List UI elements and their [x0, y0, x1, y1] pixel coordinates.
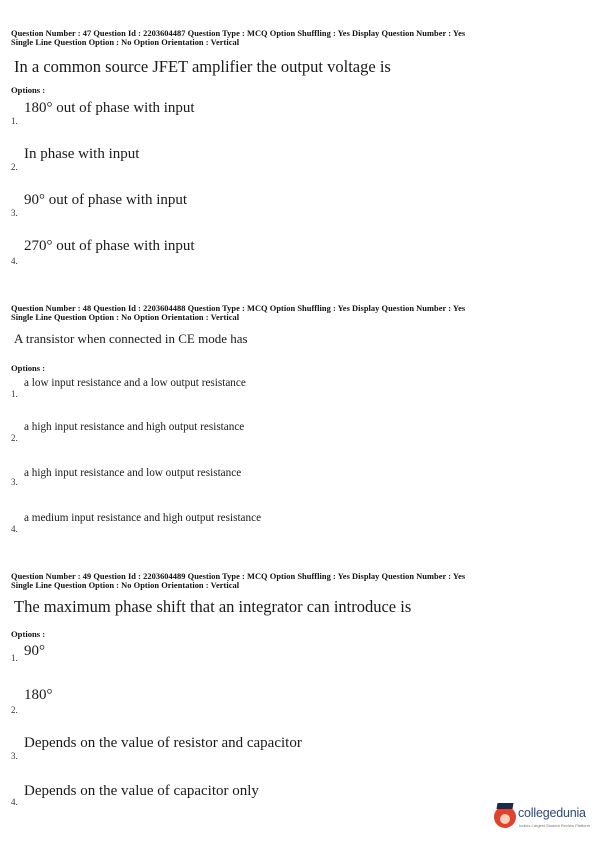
option-text: a high input resistance and low output resistance — [24, 467, 242, 479]
question-text: A transistor when connected in CE mode has — [14, 331, 248, 346]
option-item — [11, 467, 571, 491]
option-text: 90° — [24, 643, 45, 659]
options-label: Options : — [11, 85, 46, 95]
question-meta-line: Question Number : 49 Question Id : 2203604489 Question Type : MCQ Option Shuffling : Yes Display Question Number : Yes — [11, 572, 466, 581]
option-text: Depends on the value of capacitor only — [24, 783, 259, 799]
option-item — [11, 146, 571, 170]
option-item — [11, 643, 571, 667]
option-number: 2. — [11, 433, 18, 443]
option-text: a high input resistance and high output resistance — [24, 421, 245, 433]
option-number: 1. — [11, 116, 18, 126]
collegedunia-logo — [494, 802, 590, 836]
logo-name: collegedunia — [518, 806, 586, 820]
option-number: 3. — [11, 208, 18, 218]
logo-tagline: India's Largest Student Review Platform — [519, 823, 591, 828]
graduate-mascot-icon — [494, 806, 516, 828]
option-text: In phase with input — [24, 146, 140, 162]
option-number: 1. — [11, 653, 18, 663]
question-text: In a common source JFET amplifier the output voltage is — [14, 57, 391, 76]
option-text: a low input resistance and a low output resistance — [24, 377, 246, 389]
question-meta-line: Question Number : 47 Question Id : 2203604487 Question Type : MCQ Option Shuffling : Yes Display Question Number : Yes — [11, 29, 466, 38]
option-number: 2. — [11, 705, 18, 715]
option-number: 4. — [11, 797, 18, 807]
option-item — [11, 100, 571, 124]
option-text: a medium input resistance and high output resistance — [24, 512, 262, 524]
option-item — [11, 783, 571, 807]
option-item — [11, 735, 571, 759]
question-meta-line: Single Line Question Option : No Option Orientation : Vertical — [11, 37, 240, 47]
option-item — [11, 238, 571, 266]
option-number: 1. — [11, 389, 18, 399]
option-item — [11, 377, 571, 401]
option-item — [11, 421, 571, 445]
option-number: 4. — [11, 256, 18, 266]
option-item — [11, 512, 571, 536]
option-text: 270° out of phase with input — [24, 238, 195, 254]
question-meta-line: Single Line Question Option : No Option Orientation : Vertical — [11, 580, 240, 590]
options-label: Options : — [11, 363, 46, 373]
option-number: 4. — [11, 524, 18, 534]
option-text: 90° out of phase with input — [24, 192, 188, 208]
question-block-49 — [11, 573, 586, 813]
option-number: 3. — [11, 477, 18, 487]
option-text: 180° — [24, 687, 53, 703]
option-item — [11, 687, 571, 715]
option-item — [11, 192, 571, 216]
question-meta-line: Single Line Question Option : No Option Orientation : Vertical — [11, 312, 240, 322]
question-text: The maximum phase shift that an integrator can introduce is — [14, 597, 412, 616]
question-meta-line: Question Number : 48 Question Id : 2203604488 Question Type : MCQ Option Shuffling : Yes Display Question Number : Yes — [11, 304, 466, 313]
question-block-47 — [11, 30, 586, 270]
option-number: 3. — [11, 751, 18, 761]
option-text: Depends on the value of resistor and capacitor — [24, 735, 302, 751]
option-number: 2. — [11, 162, 18, 172]
option-text: 180° out of phase with input — [24, 100, 195, 116]
question-block-48 — [11, 305, 586, 545]
options-label: Options : — [11, 629, 46, 639]
